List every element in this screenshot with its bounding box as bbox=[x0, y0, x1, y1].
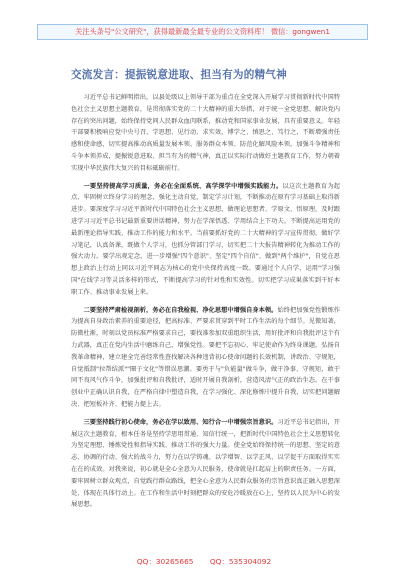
document-title: 交流发言：提振锐意进取、担当有为的精气神 bbox=[71, 69, 287, 81]
section-heading-1: 一要坚持提高学习质量，务必在全面系统、高学深学中增强实践能力。 bbox=[83, 182, 283, 190]
section-body-2: 始终把加强党性锻炼作为提高自身政治素养的重要途径，把高标准、严要求贯穿到平时工作生活的每个细节。见微知著，防微杜渐，时刻以党员标准严格要求自己，要找准参加双重组织生活，用好批评和自我批评这个有力武器，真正在党内生活中磨练自己，增强党性。要把不忘初心、牢记使命作为终身课题，弘扬自我革命精神，建立建全完善经常性查找解决各种违背初心使命问题的长效机制，讲政治、守规矩，自觉抵制"拉帮结派""圈子文化"等错误思潮。要勇于与"负能量"做斗争，做干净事、守规矩，敢于同不良风气作斗争，加强批评和自我批评，适时开展自我剖析，营造风清气正的政治生态。在干事创业中正确认识自我，在严格自律中塑造自我，在学习强化、深化修炼中提升自我，切实把问题解决、把短板补齐、把能力提上去。 bbox=[71, 306, 340, 408]
promo-banner: 关注头条号"公文研究"，获得最新最全最专业的公文资料库！ 微信：gongwen1 bbox=[37, 24, 368, 40]
section-heading-2: 二要坚持严肃检视剖析，务必在自我检视、净化思想中增强自身本领。 bbox=[83, 306, 278, 314]
section-body-3: 习近平总书记指出，开展这次主题教育，根本任务是坚持学思用贯通、知信行统一，把新时代中国特色社会主义思想转化为坚定理想、锤炼党性和指导实践、推动工作的强大力量。使全党始终保持统一的思想、坚定的意志、协调的行动、强大的战斗力，努力在以学铸魂、以学增智、以学正风、以学促干方面取得实实在在的成效。对我来说，初心就是全心全意为人民服务，使命就是扛起肩上的职责任务。一方面，要牢固树立群众观点，自觉践行群众路线，把全心全意为人民群众服务的宗旨意识真正融入思想深处，体现在具体行动上。在工作和生活中时刻把群众的安危冷暖放在心上，坚持以人民为中心的发展思想。 bbox=[71, 418, 340, 509]
intro-paragraph: 习近平总书记鲜明指出，以县处级以上领导干部为重点在全党深入开展学习贯彻新时代中国特色社会主义思想主题教育，是贯彻落实党的二十大精神的重大举措，对于统一全党思想、解决党内存在的突出问题，始终保持党同人民群众血肉联系，推动党和国家事业发展，具有重要意义。年轻干部要积极响应党中央号召，学思想、见行动、求实效，博学之、慎思之、笃行之，不断增强责任感和使命感，切实提高推动高质量发展本领、服务群众本领、防范化解风险本领，加强斗争精神和斗争本领养成，提振锐意进取、担当有为的精气神，真正以实际行动做好主题教育工作，努力朝着实现中华民族伟大复兴的目标砥砺前行。 bbox=[71, 94, 340, 172]
section-heading-3: 三要坚持践行初心使命，务必在学以致用、知行合一中增强宗旨意识。 bbox=[83, 418, 278, 426]
document-body bbox=[71, 92, 340, 548]
section-paragraph-3 bbox=[71, 417, 340, 511]
footer-contact: QQ：30265665 QQ：535304092 bbox=[136, 557, 272, 566]
section-paragraph-2 bbox=[71, 305, 340, 411]
section-paragraph-1 bbox=[71, 181, 340, 299]
section-body-1: 以这次主题教育为起点，牢固树立终身学习的理念，强化主动自觉，制定学习计划，不断推动在原有学习基础上取得新进步。要深度学习习近平新时代中国特色社会主义思想，做理论思想者、学原文、悟原理，及时跟进学习习近平总书记最新重要讲话精神，努力在学深悟透、学用结合上下功夫。不断提高运用党的最新理论指导实践、推动工作的能力和水平。当前要抓好党的二十大精神的学习宣传贯彻，做好学习笔记，认真备课，既做个人学习，也抓分管部门学习，切实把二十大报告精神转化为推动工作的强大动力。要学出观定念，进一步增强"四个意识"、坚定"四个自信"、做到"两个维护"，自觉在思想上政治上行动上同以习近平同志为核心的党中央保持高度一致。要通过个人自学，运用"学习强国"在线学习等灵活多样的形式，不断提高学习的针对性和实效性。切实把学习成果落实到干好本职工作、推动事业发展上来。 bbox=[71, 182, 340, 296]
